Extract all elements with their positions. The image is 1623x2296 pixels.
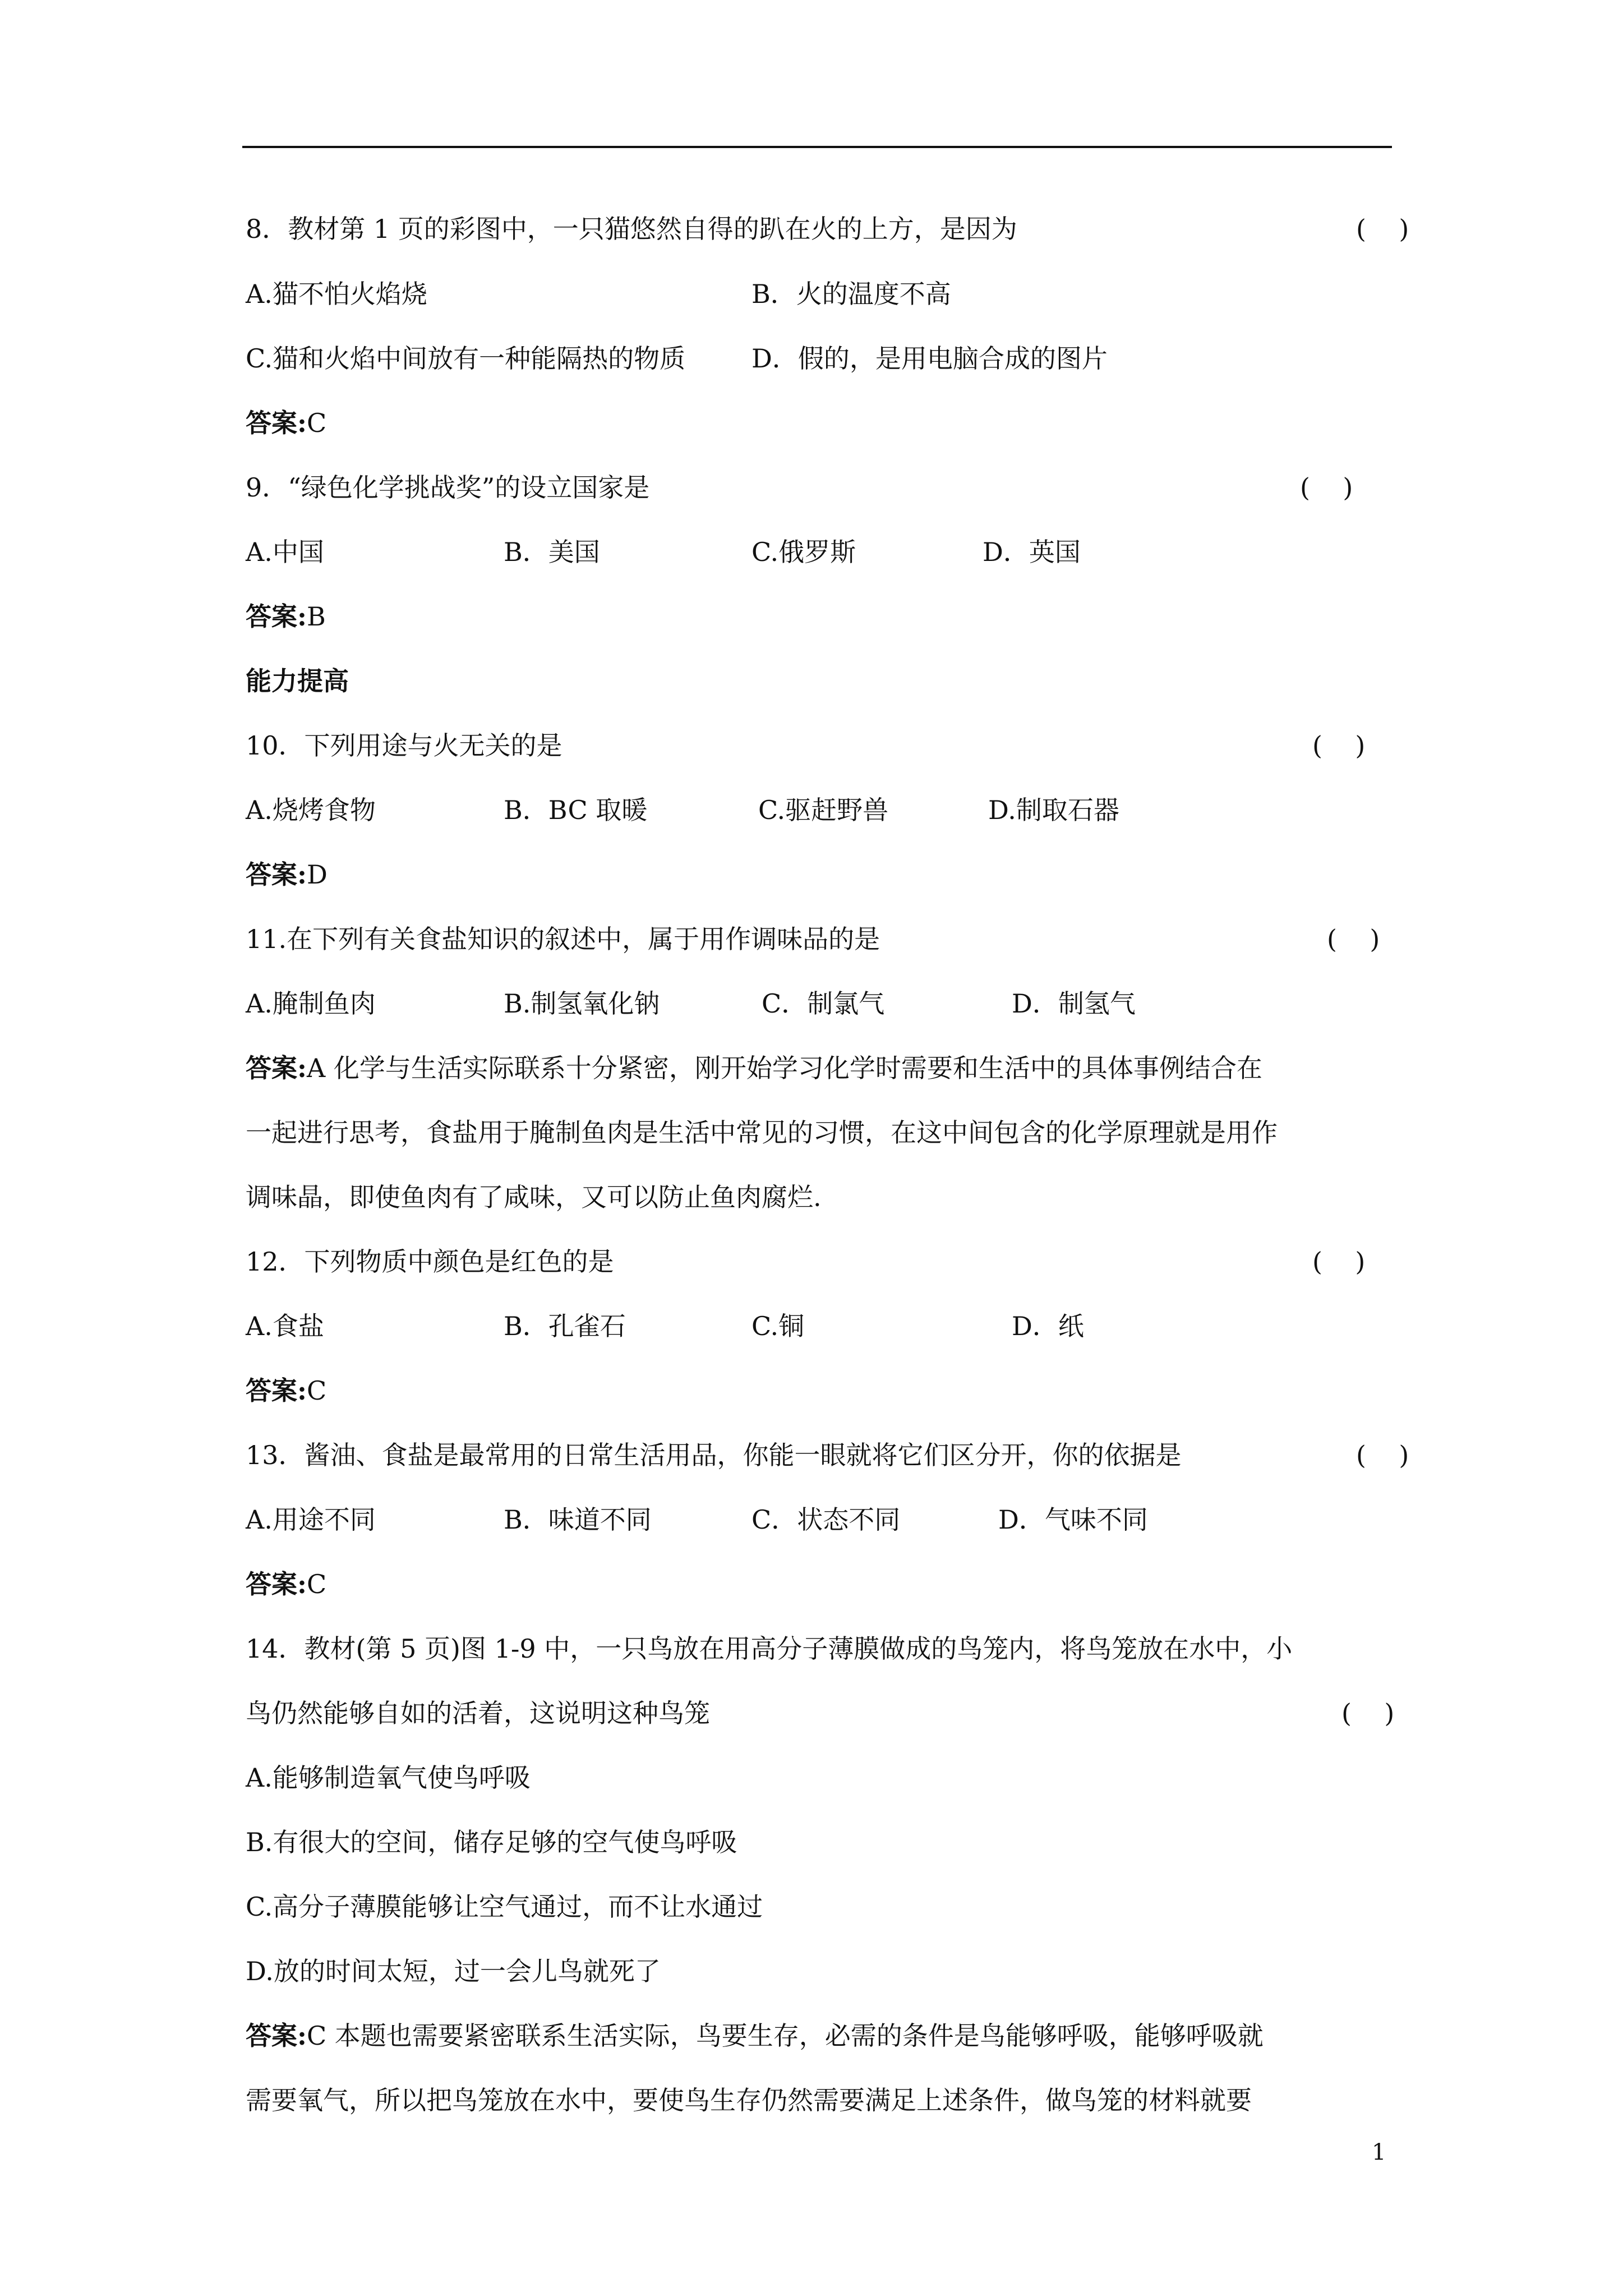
q11-stem: 11.在下列有关食盐知识的叙述中，属于用作调味品的是: [246, 924, 880, 954]
q10-option-d: D.制取石器: [988, 795, 1119, 825]
q11-option-c: C．制氯气: [762, 988, 885, 1019]
q10-option-a: A.烧烤食物: [246, 795, 376, 825]
q9-stem: 9．“绿色化学挑战奖”的设立国家是: [246, 472, 650, 503]
answer-label: 答案:: [246, 859, 307, 890]
answer-value: C: [306, 1375, 327, 1406]
q11-answer-line-2: 一起进行思考，食盐用于腌制鱼肉是生活中常见的习惯，在这中间包含的化学原理就是用作: [246, 1117, 1278, 1148]
q14-stem-line-1: 14．教材(第 5 页)图 1-9 中，一只鸟放在用高分子薄膜做成的鸟笼内，将鸟笼放在水中，小: [246, 1634, 1293, 1664]
answer-value: C: [306, 408, 327, 438]
q8-answer: [246, 406, 326, 440]
q9-option-b: B．美国: [504, 537, 600, 567]
q14-answer-line-2: 需要氧气，所以把鸟笼放在水中，要使鸟生存仍然需要满足上述条件，做鸟笼的材料就要: [246, 2085, 1252, 2115]
q8-option-c: C.猫和火焰中间放有一种能隔热的物质: [246, 343, 686, 374]
q12-stem: 12．下列物质中颜色是红色的是: [246, 1246, 614, 1277]
q13-option-b: B．味道不同: [504, 1504, 652, 1535]
q10-option-b: B．BC 取暖: [504, 795, 648, 825]
answer-text: A 化学与生活实际联系十分紧密，刚开始学习化学时需要和生活中的具体事例结合在: [306, 1053, 1262, 1083]
answer-text: C 本题也需要紧密联系生活实际，鸟要生存，必需的条件是鸟能够呼吸，能够呼吸就: [306, 2021, 1264, 2051]
q14-stem-line-2: 鸟仍然能够自如的活着，这说明这种鸟笼: [246, 1698, 710, 1728]
q10-stem: 10．下列用途与火无关的是: [246, 730, 562, 761]
answer-label: 答案:: [246, 601, 307, 632]
q11-option-d: D．制氢气: [1012, 988, 1136, 1019]
q13-stem: 13．酱油、食盐是最常用的日常生活用品，你能一眼就将它们区分开，你的依据是: [246, 1440, 1182, 1470]
q11-option-b: B.制氢氧化钠: [504, 988, 660, 1019]
answer-label: 答案:: [246, 1053, 307, 1083]
q9-option-a: A.中国: [246, 537, 324, 567]
q14-answer-line-1: [246, 2019, 1264, 2053]
q10-answer: [246, 858, 328, 891]
q10-answer-blank: ( ): [1312, 730, 1366, 761]
q11-answer-blank: ( ): [1327, 924, 1380, 954]
answer-value: C: [306, 1569, 327, 1599]
q14-answer-blank: ( ): [1341, 1698, 1395, 1728]
section-heading: 能力提高: [246, 666, 349, 696]
q12-option-c: C.铜: [751, 1311, 805, 1341]
q13-option-d: D．气味不同: [998, 1504, 1148, 1535]
answer-label: 答案:: [246, 1569, 307, 1599]
q9-answer: [246, 600, 326, 633]
q8-stem: 8．教材第 1 页的彩图中，一只猫悠然自得的趴在火的上方，是因为: [246, 214, 1017, 244]
answer-value: D: [306, 859, 328, 890]
q14-option-c: C.高分子薄膜能够让空气通过，而不让水通过: [246, 1892, 763, 1922]
q12-answer-blank: ( ): [1312, 1246, 1366, 1277]
q14-option-a: A.能够制造氧气使鸟呼吸: [246, 1763, 531, 1793]
q11-answer-line-3: 调味晶，即使鱼肉有了咸味，又可以防止鱼肉腐烂.: [246, 1182, 822, 1212]
q12-option-b: B．孔雀石: [504, 1311, 626, 1341]
q13-answer: [246, 1567, 326, 1601]
q11-answer-line-1: [246, 1051, 1262, 1085]
q9-option-d: D．英国: [983, 537, 1081, 567]
q8-option-a: A.猫不怕火焰烧: [246, 279, 427, 309]
q13-answer-blank: ( ): [1356, 1440, 1409, 1470]
q12-option-a: A.食盐: [246, 1311, 324, 1341]
q13-option-a: A.用途不同: [246, 1504, 376, 1535]
q13-option-c: C．状态不同: [751, 1504, 901, 1535]
q11-option-a: A.腌制鱼肉: [246, 988, 376, 1019]
answer-label: 答案:: [246, 408, 307, 438]
q10-option-c: C.驱赶野兽: [758, 795, 889, 825]
q14-option-b: B.有很大的空间，储存足够的空气使鸟呼吸: [246, 1827, 737, 1857]
q9-option-c: C.俄罗斯: [751, 537, 856, 567]
answer-label: 答案:: [246, 1375, 307, 1406]
q12-option-d: D．纸: [1012, 1311, 1084, 1341]
q8-option-b: B．火的温度不高: [751, 279, 951, 309]
q8-answer-blank: ( ): [1356, 214, 1409, 244]
q9-answer-blank: ( ): [1300, 472, 1353, 503]
q14-option-d: D.放的时间太短，过一会儿鸟就死了: [246, 1956, 661, 1986]
q12-answer: [246, 1374, 326, 1407]
answer-value: B: [306, 601, 326, 632]
answer-label: 答案:: [246, 2021, 307, 2051]
q8-option-d: D．假的，是用电脑合成的图片: [751, 343, 1108, 374]
header-rule: [242, 146, 1392, 148]
page-number: 1: [1372, 2139, 1386, 2165]
